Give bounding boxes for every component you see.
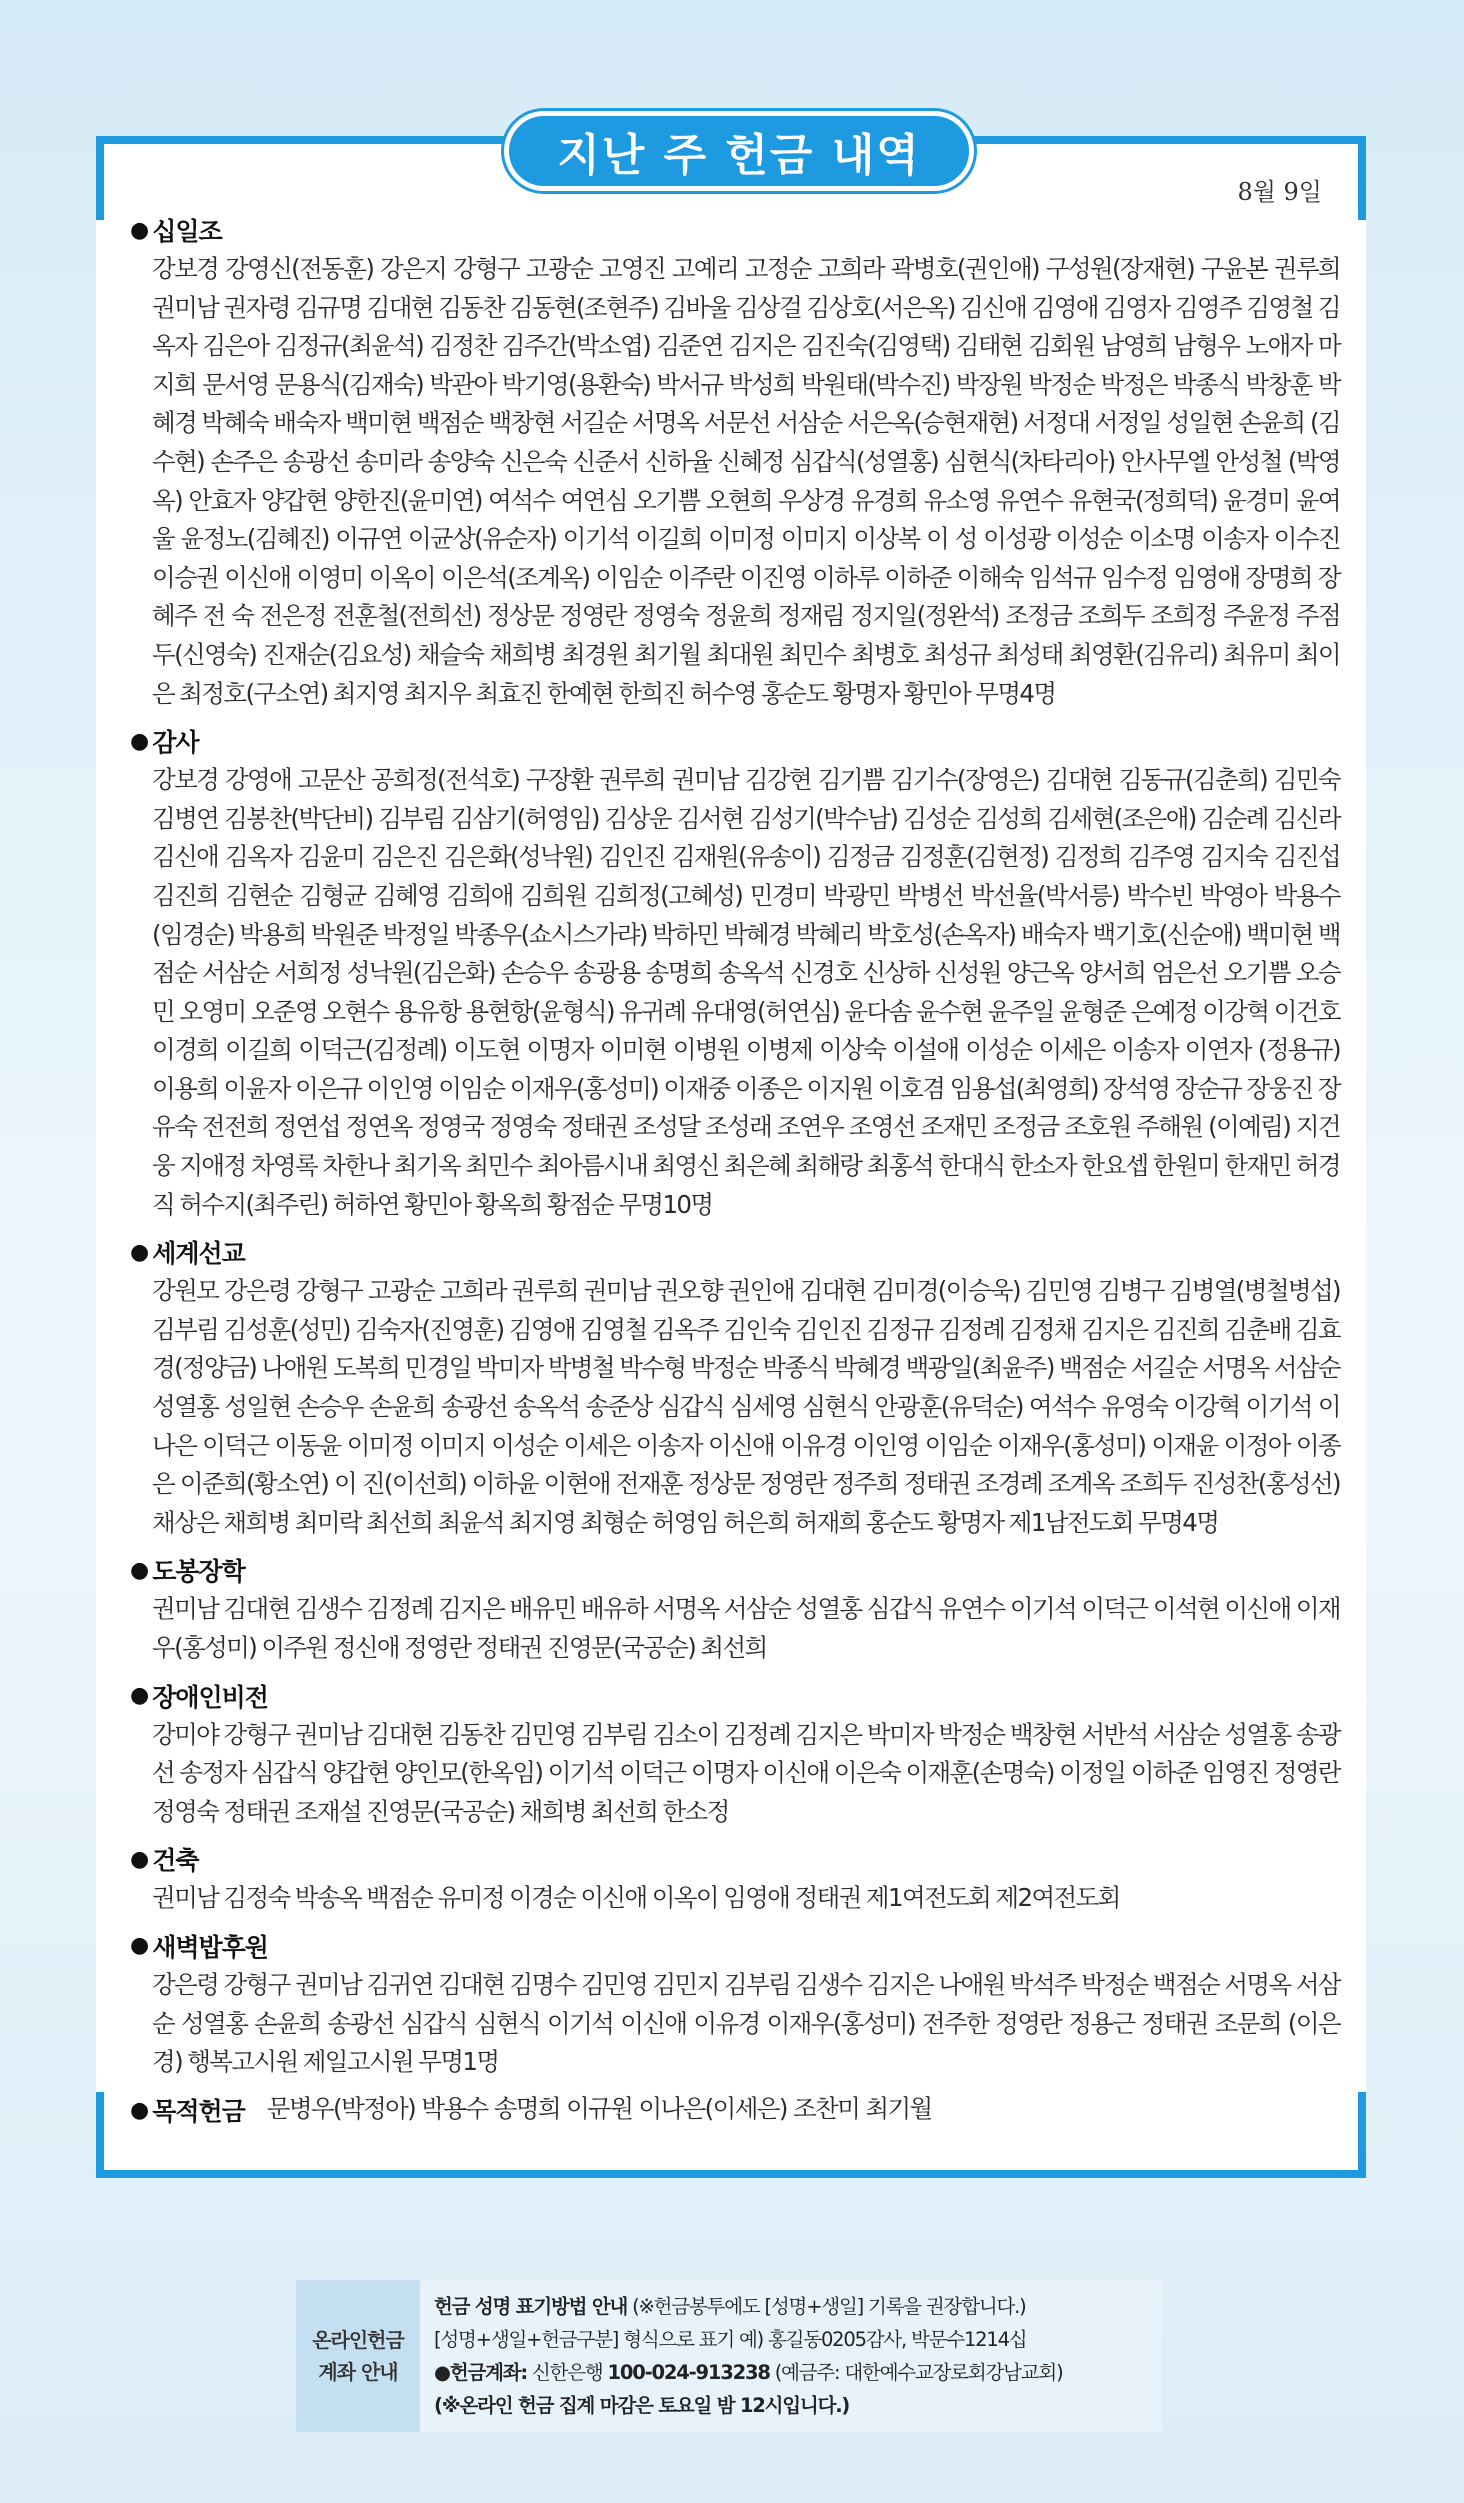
section-title: 세계선교 bbox=[152, 1239, 245, 1269]
section-names: 강은령 강형구 권미남 김귀연 김대현 김명수 김민영 김민지 김부림 김생수 김지은 나애원 박석주 박정순 백점순 서명옥 서삼순 성열홍 손윤희 송광선 심갑식 심현식 이기석 이신애 이유경 이재우(홍성미) 전주한 정영란 정용근 정태권 조문희 (이은경) 행복고시원 제일고시원 무명1명 bbox=[152, 1969, 1340, 2077]
bullet-icon: ● bbox=[130, 728, 149, 754]
section-title: 건축 bbox=[152, 1846, 199, 1876]
bullet-icon: ● bbox=[130, 217, 149, 243]
notice-line4 bbox=[434, 2389, 1162, 2422]
section-heading bbox=[130, 1232, 1340, 1272]
notice-line2: [성명+생일+헌금구분] 형식으로 표기 예) 홍길동0205감사, 박문수1214십 bbox=[434, 2328, 1027, 2351]
bullet-icon: ● bbox=[130, 1239, 149, 1265]
section-designated bbox=[130, 2090, 1340, 2130]
frame-top-right bbox=[936, 136, 1366, 144]
notice-recommendation: (※헌금봉투에도 [성명+생일] 기록을 권장합니다.) bbox=[627, 2295, 1026, 2318]
bank-name: 신한은행 bbox=[526, 2361, 608, 2384]
section-heading bbox=[130, 1926, 1340, 1966]
section-title: 도봉장학 bbox=[152, 1557, 245, 1587]
bullet-icon: ● bbox=[130, 1557, 149, 1583]
section-disability-vision bbox=[130, 1676, 1340, 1832]
frame-left-top bbox=[96, 136, 104, 220]
section-world-mission bbox=[130, 1232, 1340, 1542]
notice-body bbox=[420, 2280, 1162, 2432]
deadline-note: (※온라인 헌금 집계 마감은 토요일 밤 12시입니다.) bbox=[434, 2394, 850, 2417]
notice-line1 bbox=[434, 2290, 1162, 2323]
bullet-icon: ● bbox=[130, 1683, 149, 1709]
section-names: 강보경 강영애 고문산 공희정(전석호) 구장환 권루희 권미남 김강현 김기쁨 김기수(장영은) 김대현 김동규(김춘희) 김민숙 김병연 김봉찬(박단비) 김부림 김삼기(허영임) 김상운 김서현 김성기(박수남) 김성순 김성희 김세현(조은애) 김순례 김신라 김신애 김옥자 김윤미 김은진 김은화(성낙원) 김인진 김재원(유송이) 김정금 김정훈(김현정) 김정희 김주영 김지숙 김진섭 김진희 김현순 김형균 김혜영 김희애 김희원 김희정(고혜성) 민경미 박광민 박병선 박선율(박서릉) 박수빈 박영아 박용수 (임경순) 박용희 박원준 박정일 박종우(쇼시스가랴) 박하민 박혜경 박혜리 박호성(손옥자) 배숙자 백기호(신순애) 백미현 백점순 서삼순 서희정 성낙원(김은화) 손승우 송광용 송명희 송옥석 신경호 신상하 신성원 양근옥 양서희 엄은선 오기쁨 오승민 오영미 오준영 오현수 용유항 용현항(윤형식) 유귀례 유대영(허연심) 윤다솜 윤수현 윤주일 윤형준 은예정 이강혁 이건호 이경희 이길희 이덕근(김정례) 이도현 이명자 이미현 이병원 이병제 이상숙 이설애 이성순 이세은 이송자 이연자 (정용규) 이용희 이윤자 이은규 이인영 이임순 이재우(홍성미) 이재중 이종은 이지원 이호겸 임용섭(최영희) 장석영 장순규 장웅진 장유숙 전전희 정연섭 정연옥 정영국 정영숙 정태권 조성달 조성래 조연우 조영선 조재민 조정금 조호원 주해원 (이예림) 지건웅 지애정 차영록 차한나 최기옥 최민수 최아름시내 최영신 최은혜 최해랑 최홍석 한대식 한소자 한요셉 한원미 한재민 허경직 허수지(최주린) 허하연 황민아 황옥희 황점순 무명10명 bbox=[152, 765, 1340, 1219]
section-title: 장애인비전 bbox=[152, 1682, 268, 1712]
section-heading bbox=[130, 1550, 1340, 1590]
bullet-icon: ● bbox=[130, 1933, 149, 1959]
account-holder: (예금주: 대한예수교장로회강남교회) bbox=[769, 2361, 1063, 2384]
section-title: 새벽밥후원 bbox=[152, 1932, 268, 1962]
section-title: 십일조 bbox=[152, 217, 222, 246]
section-thanks bbox=[130, 721, 1340, 1224]
account-label: ●헌금계좌: bbox=[434, 2361, 527, 2384]
section-heading bbox=[130, 721, 1340, 761]
section-title: 목적헌금 bbox=[152, 2097, 245, 2127]
section-heading bbox=[130, 1676, 1340, 1716]
section-names: 문병우(박정아) 박용수 송명희 이규원 이나은(이세은) 조찬미 최기월 bbox=[266, 2093, 932, 2123]
page-title: 지난 주 헌금 내역 bbox=[557, 130, 921, 181]
notice-label-line2: 계좌 안내 bbox=[318, 2360, 398, 2384]
frame-bottom bbox=[96, 2170, 1366, 2178]
notice-label bbox=[296, 2280, 420, 2432]
notice-line3 bbox=[434, 2356, 1162, 2389]
section-scholarship bbox=[130, 1550, 1340, 1667]
section-tithe bbox=[130, 210, 1340, 713]
account-number[interactable]: 100-024-913238 bbox=[607, 2361, 770, 2384]
section-heading bbox=[130, 2092, 245, 2128]
section-names: 권미남 김대현 김생수 김정례 김지은 배유민 배유하 서명옥 서삼순 성열홍 심갑식 유연수 이기석 이덕근 이석현 이신애 이재우(홍성미) 이주원 정신애 정영란 정태권 진영문(국공순) 최선희 bbox=[152, 1594, 1340, 1662]
frame-right-top bbox=[1358, 136, 1366, 220]
section-heading bbox=[130, 210, 1340, 250]
frame-top-left bbox=[96, 136, 528, 144]
frame-left-bottom bbox=[96, 2092, 104, 2178]
section-title: 감사 bbox=[152, 728, 199, 758]
section-building bbox=[130, 1839, 1340, 1918]
section-dawn-meal bbox=[130, 1926, 1340, 2082]
notice-heading: 헌금 성명 표기방법 안내 bbox=[434, 2295, 628, 2318]
date-label: 8월 9일 bbox=[1237, 178, 1322, 206]
bullet-icon: ● bbox=[130, 2097, 149, 2123]
section-names: 권미남 김정숙 박송옥 백점순 유미정 이경순 이신애 이옥이 임영애 정태권 제1여전도회 제2여전도회 bbox=[152, 1883, 1120, 1913]
section-names: 강원모 강은령 강형구 고광순 고희라 권루희 권미남 권오향 권인애 김대현 김미경(이승욱) 김민영 김병구 김병열(병철병섭) 김부림 김성훈(성민) 김숙자(진영훈) 김영애 김영철 김옥주 김인숙 김인진 김정규 김정례 김정채 김지은 김진희 김춘배 김효경(정양금) 나애원 도복희 민경일 박미자 박병철 박수형 박정순 박종식 박혜경 백광일(최윤주) 백점순 서길순 서명옥 서삼순 성열홍 성일현 손승우 손윤희 송광선 송옥석 송준상 심갑식 심세영 심현식 안광훈(유덕순) 여석수 유영숙 이강혁 이기석 이나은 이덕근 이동윤 이미정 이미지 이성순 이세은 이송자 이신애 이유경 이인영 이임순 이재우(홍성미) 이재윤 이정아 이종은 이준희(황소연) 이 진(이선희) 이하윤 이현애 전재훈 정상문 정영란 정주희 정태권 조경례 조계옥 조희두 진성찬(홍성선) 채상은 채희병 최미락 최선희 최윤석 최지영 최형순 허영임 허은희 허재희 홍순도 황명자 제1남전도회 무명4명 bbox=[152, 1276, 1340, 1537]
online-offering-notice bbox=[296, 2280, 1162, 2432]
offering-list bbox=[130, 210, 1340, 2130]
section-names: 강미야 강형구 권미남 김대현 김동찬 김민영 김부림 김소이 김정례 김지은 박미자 박정순 백창현 서반석 서삼순 성열홍 송광선 송정자 심갑식 양갑현 양인모(한옥임) 이기석 이덕근 이명자 이신애 이은숙 이재훈(손명숙) 이정일 이하준 임영진 정영란 정영숙 정태권 조재설 진영문(국공순) 채희병 최선희 한소정 bbox=[152, 1719, 1340, 1826]
frame-right-bottom bbox=[1358, 2092, 1366, 2178]
section-heading bbox=[130, 1839, 1340, 1879]
section-names: 강보경 강영신(전동훈) 강은지 강형구 고광순 고영진 고예리 고정순 고희라 곽병호(권인애) 구성원(장재현) 구윤본 권루희 권미남 권자령 김규명 김대현 김동찬 김동현(조현주) 김바울 김상걸 김상호(서은옥) 김신애 김영애 김영자 김영주 김영철 김옥자 김은아 김정규(최윤석) 김정찬 김주간(박소엽) 김준연 김지은 김진숙(김영택) 김태현 김회원 남영희 남형우 노애자 마지희 문서영 문용식(김재숙) 박관아 박기영(용환숙) 박서규 박성희 박원태(박수진) 박장원 박정순 박정은 박종식 박창훈 박혜경 박혜숙 배숙자 백미현 백점순 백창현 서길순 서명옥 서문선 서삼순 서은옥(승현재현) 서정대 서정일 성일현 손윤희 (김수현) 손주은 송광선 송미라 송양숙 신은숙 신준서 신하율 신혜정 심갑식(성열홍) 심현식(차타리아) 안사무엘 안성철 (박영옥) 안효자 양갑현 양한진(윤미연) 여석수 여연심 오기쁨 오현희 우상경 유경희 유소영 유연수 유현국(정희덕) 윤경미 윤여울 윤정노(김혜진) 이규연 이균상(유순자) 이기석 이길희 이미정 이미지 이상복 이 성 이성광 이성순 이소명 이송자 이수진 이승권 이신애 이영미 이옥이 이은석(조계옥) 이임순 이주란 이진영 이하루 이하준 이해숙 임석규 임수정 임영애 장명희 장혜주 전 숙 전은정 전훈철(전희선) 정상문 정영란 정영숙 정윤희 정재림 정지일(정완석) 조정금 조희두 조희정 주윤정 주점두(신영숙) 진재순(김요성) 채슬숙 채희병 최경원 최기월 최대원 최민수 최병호 최성규 최성태 최영환(김유리) 최유미 최이은 최정호(구소연) 최지영 최지우 최효진 한예현 한희진 허수영 홍순도 황명자 황민아 무명4명 bbox=[152, 254, 1340, 708]
notice-label-line1: 온라인헌금 bbox=[312, 2328, 404, 2352]
page-title-badge bbox=[504, 111, 974, 191]
bullet-icon: ● bbox=[130, 1846, 149, 1872]
